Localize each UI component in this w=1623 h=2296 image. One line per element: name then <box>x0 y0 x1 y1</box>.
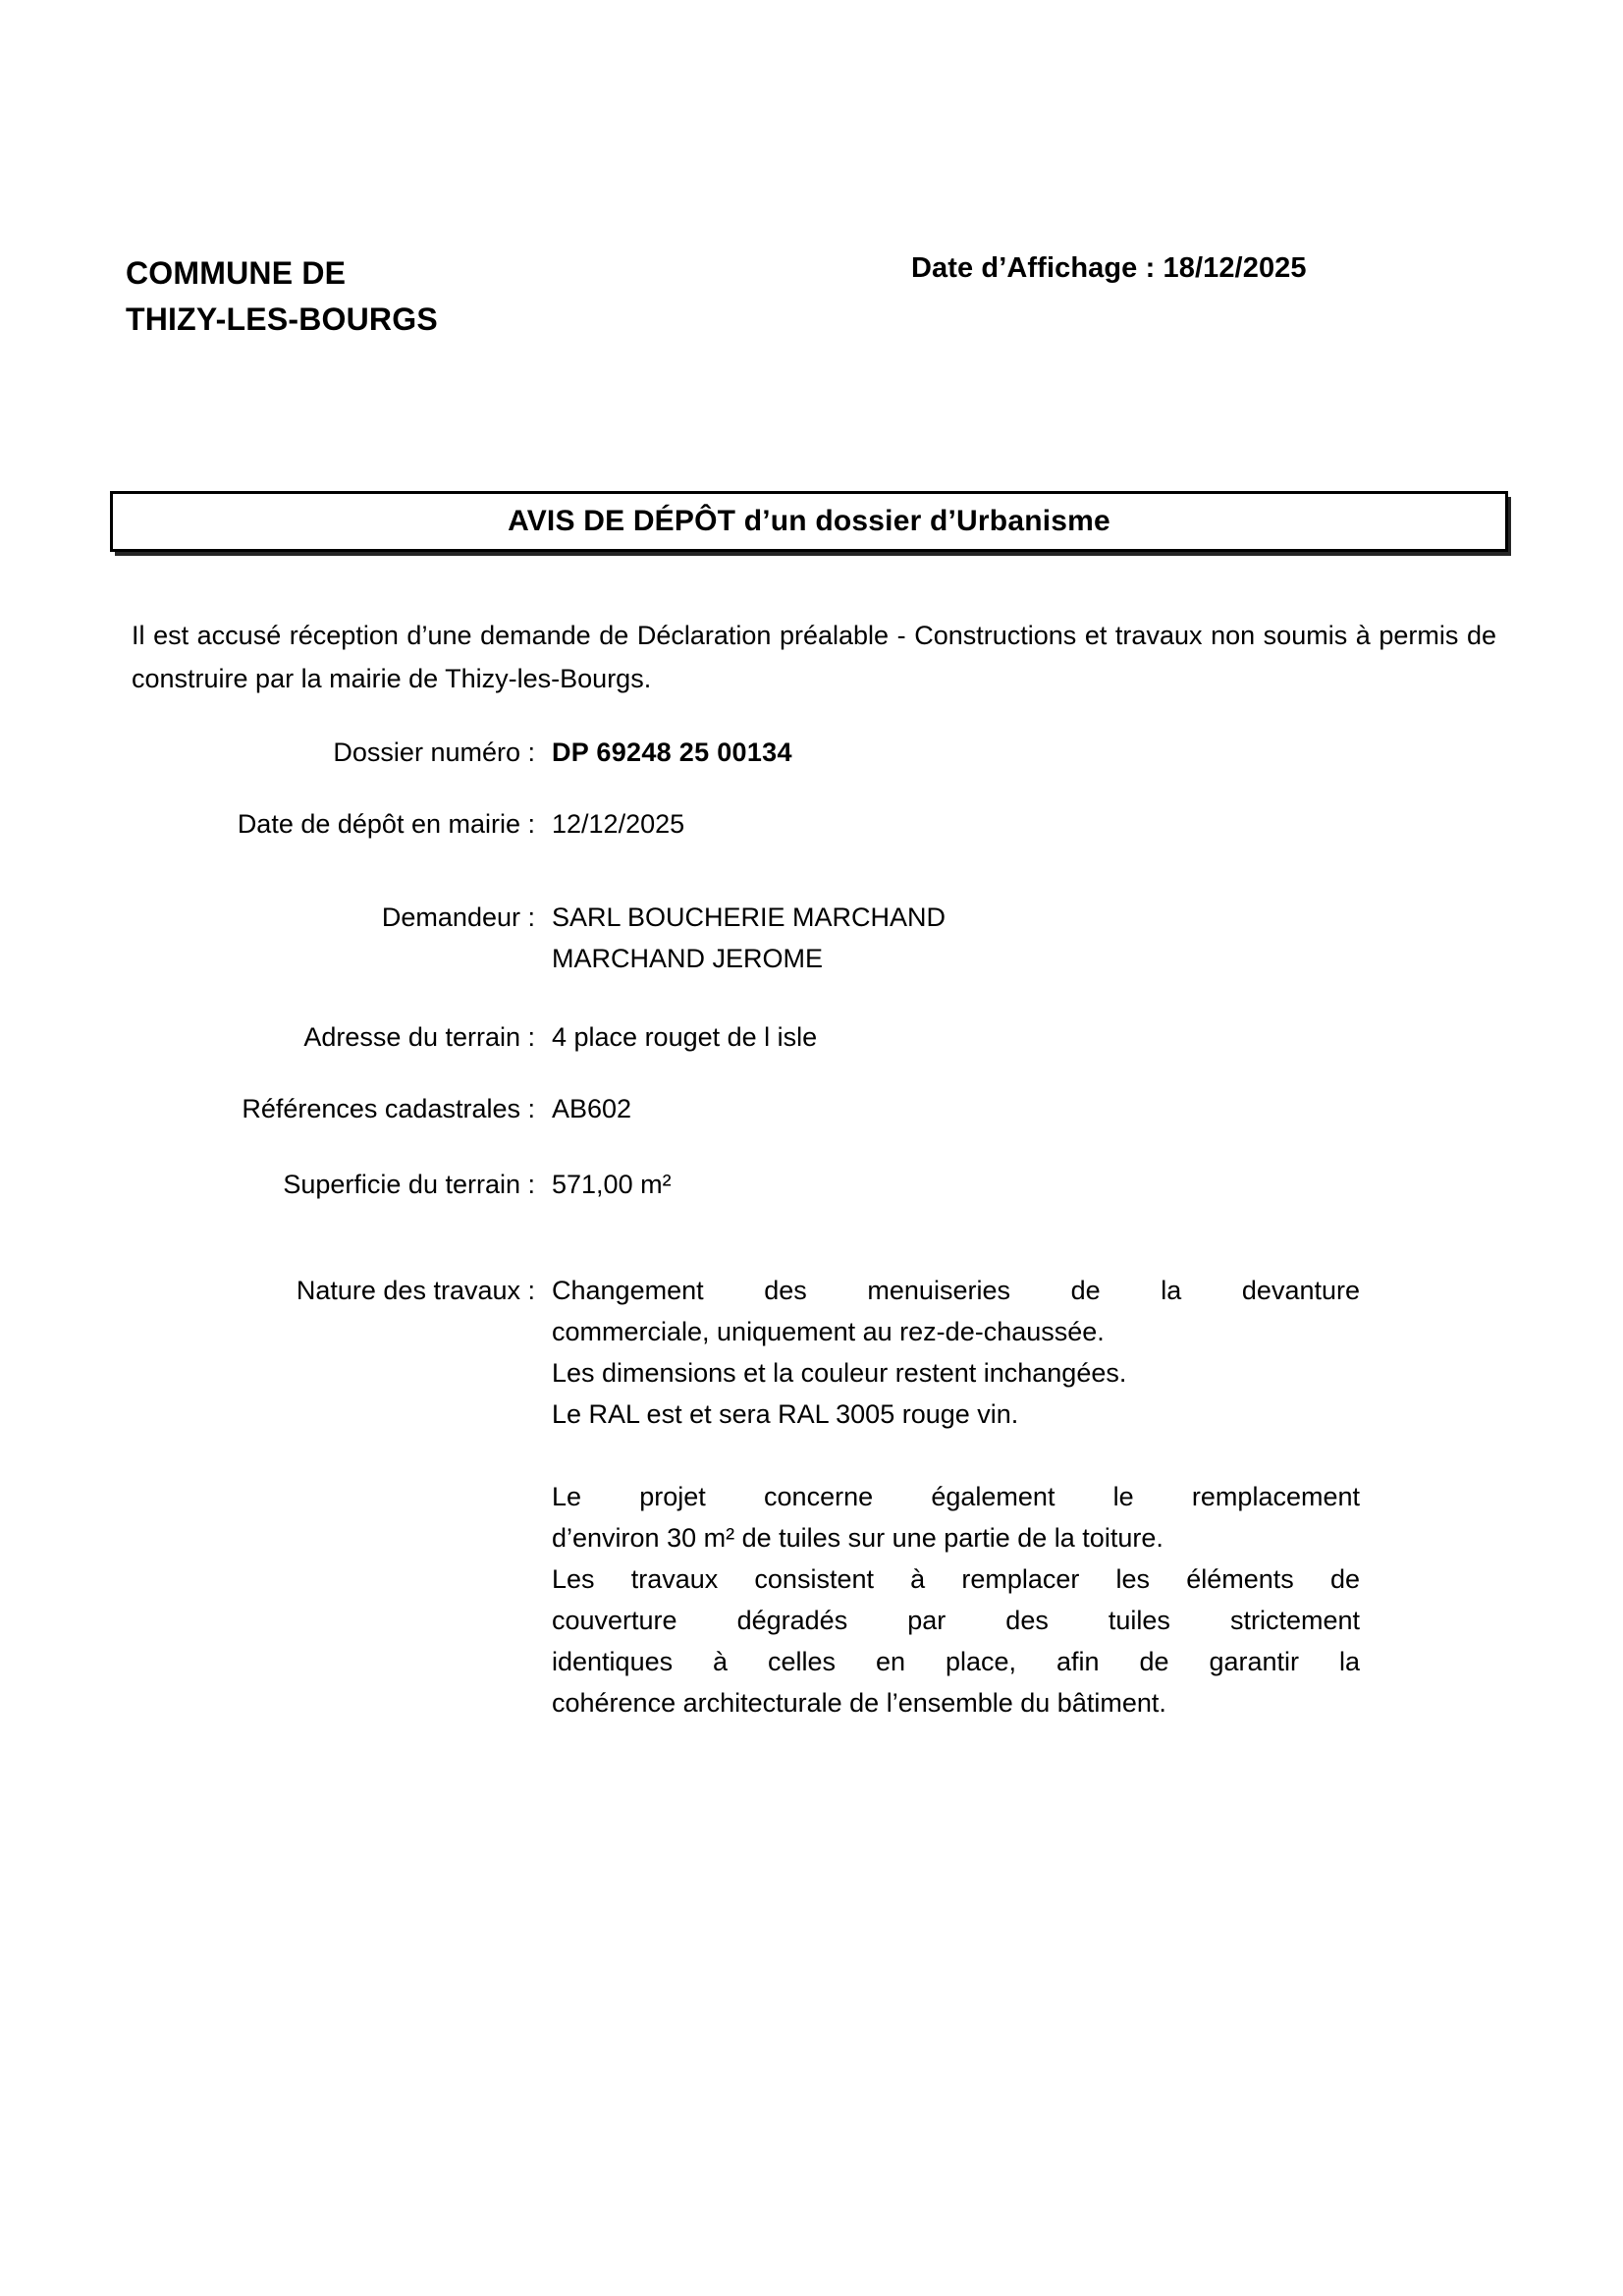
intro-paragraph <box>132 614 1496 700</box>
commune-line-1: COMMUNE DE <box>126 255 347 291</box>
field-cadastral-reference-label: Références cadastrales : <box>242 1094 535 1123</box>
title-box <box>110 491 1508 552</box>
field-deposit-date-value <box>552 803 684 845</box>
commune-name <box>126 250 438 343</box>
page-title: AVIS DE DÉPÔT d’un dossier d’Urbanisme <box>508 505 1110 537</box>
document-header <box>0 250 1623 358</box>
field-dossier-number-value <box>552 732 792 773</box>
cadastral-reference-text: AB602 <box>552 1094 632 1123</box>
field-land-address-label: Adresse du terrain : <box>303 1022 535 1052</box>
field-land-area-label: Superficie du terrain : <box>283 1170 535 1199</box>
works-p2-line-2: d’environ 30 m² de tuiles sur une partie de la toiture. <box>552 1523 1163 1553</box>
field-applicant-label: Demandeur : <box>381 902 535 932</box>
field-dossier-number-label: Dossier numéro : <box>333 738 535 767</box>
land-address-text: 4 place rouget de l isle <box>552 1022 818 1052</box>
works-p1-line-3: Les dimensions et la couleur restent inchangées. <box>552 1358 1127 1388</box>
works-p1-line-1: Changement des menuiseries de la devanture <box>552 1276 1360 1305</box>
applicant-line-1: SARL BOUCHERIE MARCHAND <box>552 902 947 932</box>
works-p1-line-4: Le RAL est et sera RAL 3005 rouge vin. <box>552 1399 1019 1429</box>
works-p2-line-1: Le projet concerne également le remplacement <box>552 1482 1360 1511</box>
field-applicant-value <box>552 897 946 979</box>
dossier-number-text: DP 69248 25 00134 <box>552 738 792 767</box>
works-paragraph-1 <box>552 1270 1360 1435</box>
works-p1-line-2: commerciale, uniquement au rez-de-chaussée. <box>552 1317 1105 1346</box>
field-land-area-value <box>552 1164 672 1205</box>
land-area-text: 571,00 m² <box>552 1170 672 1199</box>
deposit-date-text: 12/12/2025 <box>552 809 685 839</box>
works-p2-line-4: couverture dégradés par des tuiles strictement <box>552 1606 1360 1635</box>
field-works-nature-value <box>552 1270 1360 1723</box>
field-cadastral-reference-value <box>552 1088 631 1129</box>
works-p2-line-3: Les travaux consistent à remplacer les éléments de <box>552 1564 1360 1594</box>
intro-line-1: Il est accusé réception d’une demande de Déclaration préalable - Constructions et travaux <box>132 621 1203 650</box>
works-p2-line-5: identiques à celles en place, afin de garantir la <box>552 1647 1360 1676</box>
field-land-address-value <box>552 1016 817 1058</box>
posting-date: Date d’Affichage : 18/12/2025 <box>911 252 1307 284</box>
applicant-line-2: MARCHAND JEROME <box>552 944 824 973</box>
field-works-nature-label: Nature des travaux : <box>296 1276 535 1305</box>
works-p2-line-6: cohérence architecturale de l’ensemble du bâtiment. <box>552 1688 1166 1718</box>
field-deposit-date-label: Date de dépôt en mairie : <box>237 809 535 839</box>
intro-line-2: non soumis à permis de construire par la mairie de Thizy-les-Bourgs. <box>132 621 1496 693</box>
commune-line-2: THIZY-LES-BOURGS <box>126 301 438 337</box>
works-paragraph-2 <box>552 1476 1360 1723</box>
